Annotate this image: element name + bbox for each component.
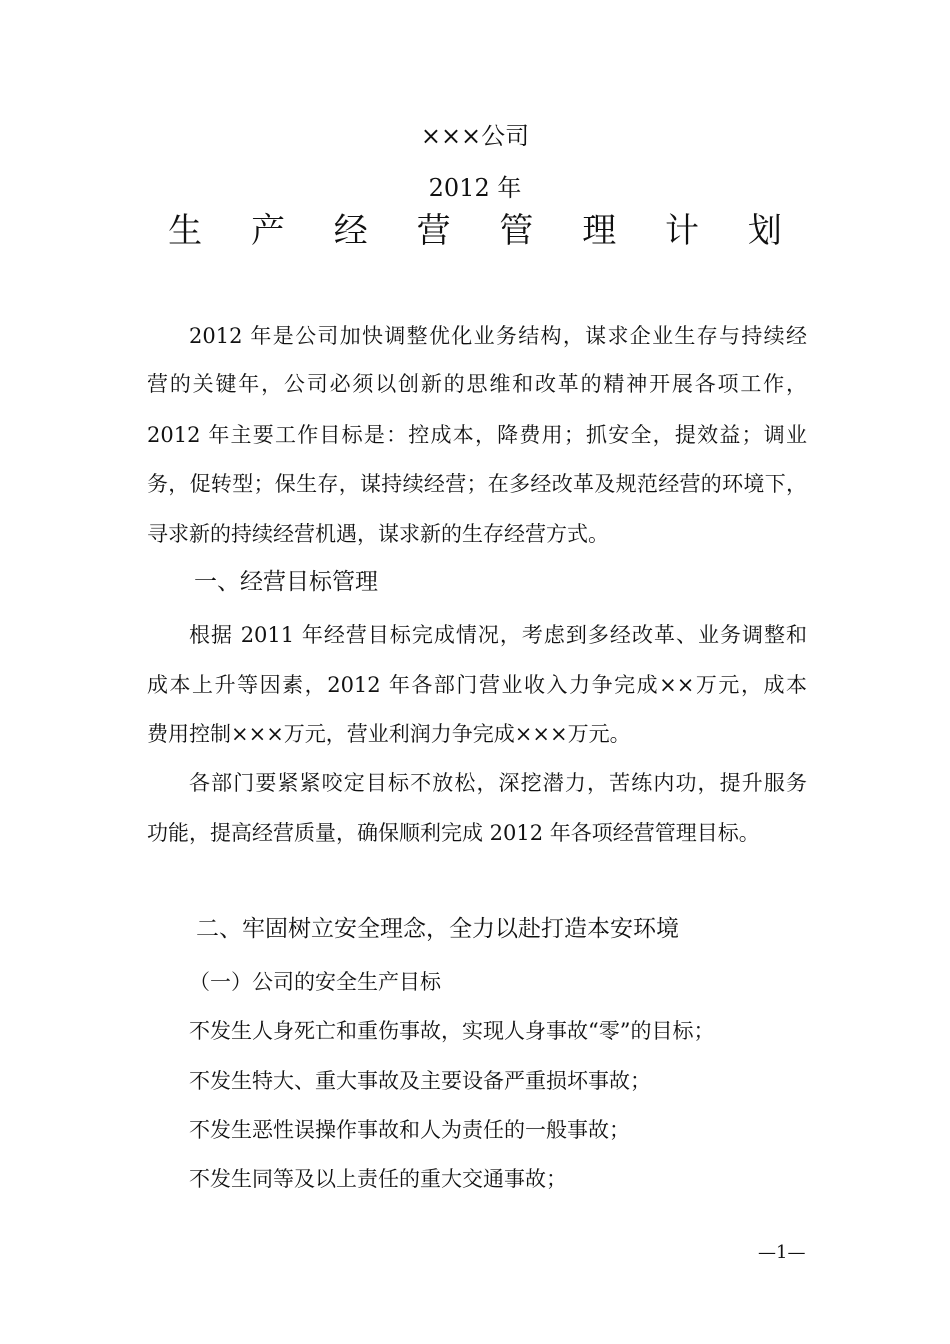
intro-line: 2012 年是公司加快调整优化业务结构，谋求企业生存与持续经: [189, 324, 807, 348]
paragraph-line: 成本上升等因素，2012 年各部门营业收入力争完成××万元，成本: [147, 673, 807, 697]
list-item: 不发生特大、重大事故及主要设备严重损坏事故；: [189, 1069, 651, 1093]
intro-line: 务，促转型；保生存，谋持续经营；在多经改革及规范经营的环境下，: [147, 472, 807, 496]
intro-line: 2012 年主要工作目标是：控成本，降费用；抓安全，提效益；调业: [147, 423, 807, 447]
paragraph-line: 费用控制×××万元，营业利润力争完成×××万元。: [147, 722, 631, 746]
paragraph-line: 各部门要紧紧咬定目标不放松，深挖潜力，苦练内功，提升服务: [189, 771, 807, 795]
list-item: 不发生同等及以上责任的重大交通事故；: [189, 1167, 567, 1191]
page-number: —1—: [758, 1242, 806, 1263]
section-heading-safety: 二、牢固树立安全理念，全力以赴打造本安环境: [196, 916, 679, 942]
paragraph-line: 根据 2011 年经营目标完成情况，考虑到多经改革、业务调整和: [189, 623, 807, 647]
company-name: ×××公司: [420, 122, 530, 150]
intro-line: 营的关键年，公司必须以创新的思维和改革的精神开展各项工作，: [147, 372, 807, 396]
document-title: 生 产 经 营 管 理 计 划: [168, 211, 801, 251]
list-item: 不发生恶性误操作事故和人为责任的一般事故；: [189, 1118, 630, 1142]
paragraph-line: 功能，提高经营质量，确保顺利完成 2012 年各项经营管理目标。: [147, 821, 760, 845]
plan-year: 2012 年: [428, 174, 522, 202]
subheading-safety-goals: （一）公司的安全生产目标: [189, 970, 441, 994]
section-heading-business-goals: 一、经营目标管理: [194, 569, 378, 595]
intro-line: 寻求新的持续经营机遇，谋求新的生存经营方式。: [147, 522, 609, 546]
list-item: 不发生人身死亡和重伤事故，实现人身事故“零”的目标；: [189, 1019, 715, 1043]
